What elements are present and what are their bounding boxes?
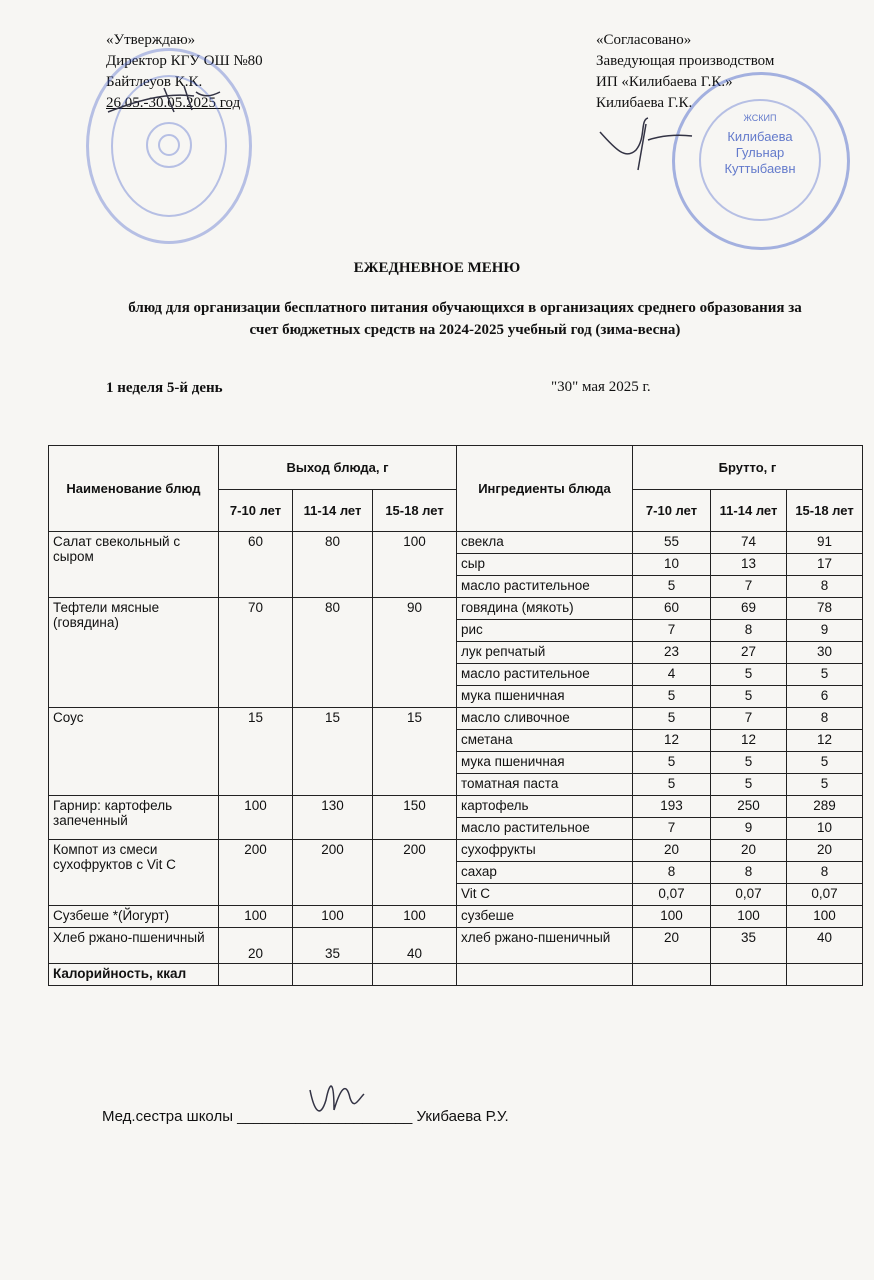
header-ingredients: Ингредиенты блюда	[457, 446, 633, 532]
dish-output: 60	[219, 532, 293, 598]
ingredient-name: сахар	[457, 862, 633, 884]
table-row	[49, 840, 863, 862]
ingredient-brutto: 250	[711, 796, 787, 818]
company-stamp	[672, 72, 850, 250]
dish-output: 100	[373, 532, 457, 598]
page-title: ЕЖЕДНЕВНОЕ МЕНЮ	[353, 260, 521, 276]
dish-output: 80	[293, 532, 373, 598]
dish-name: Компот из смеси сухофруктов с Vit C	[49, 840, 219, 906]
school-seal	[86, 48, 252, 244]
ingredient-brutto: 0,07	[787, 884, 863, 906]
nurse-label: Мед.сестра школы	[102, 1108, 233, 1125]
ingredient-brutto: 20	[787, 840, 863, 862]
ingredient-brutto: 100	[633, 906, 711, 928]
emblem-icon	[141, 115, 197, 175]
approve-label: «Утверждаю»	[106, 32, 196, 48]
ingredient-brutto: 0,07	[711, 884, 787, 906]
company-name: ИП «Килибаева Г.К.»	[596, 74, 733, 90]
ingredient-brutto: 91	[787, 532, 863, 554]
director-signature	[104, 82, 224, 122]
dish-output: 100	[293, 906, 373, 928]
ingredient-brutto: 8	[711, 620, 787, 642]
table-row	[49, 796, 863, 818]
ingredient-name: картофель	[457, 796, 633, 818]
ingredient-brutto: 8	[787, 862, 863, 884]
ingredient-name: мука пшеничная	[457, 752, 633, 774]
stamp-line-2: Гульнар	[735, 145, 785, 160]
approval-period: 26.05.-30.05.2025 год	[106, 95, 241, 111]
ingredient-brutto: 78	[787, 598, 863, 620]
ingredient-name: сметана	[457, 730, 633, 752]
ingredient-brutto: 4	[633, 664, 711, 686]
dish-output: 100	[219, 906, 293, 928]
dish-output: 90	[373, 598, 457, 708]
table-row	[49, 928, 863, 964]
dish-output: 15	[293, 708, 373, 796]
dish-output: 80	[293, 598, 373, 708]
table-row	[49, 532, 863, 554]
dish-output: 100	[373, 906, 457, 928]
ingredient-brutto: 17	[787, 554, 863, 576]
ingredient-brutto: 5	[633, 774, 711, 796]
ingredient-brutto: 5	[787, 774, 863, 796]
ingredient-name: свекла	[457, 532, 633, 554]
dish-name: Соус	[49, 708, 219, 796]
dish-output: 200	[219, 840, 293, 906]
table-row	[49, 708, 863, 730]
stamp-line-1: Килибаева	[727, 129, 793, 144]
dish-name: Тефтели мясные (говядина)	[49, 598, 219, 708]
ingredient-brutto: 12	[633, 730, 711, 752]
menu-body	[49, 532, 863, 964]
ingredient-name: томатная паста	[457, 774, 633, 796]
ingredient-brutto: 5	[633, 686, 711, 708]
ingredient-name: масло растительное	[457, 664, 633, 686]
ingredient-brutto: 0,07	[633, 884, 711, 906]
stamp-top-word: ЖСКИП	[743, 113, 777, 123]
ingredient-brutto: 8	[787, 708, 863, 730]
ingredient-brutto: 74	[711, 532, 787, 554]
director-title: Директор КГУ ОШ №80	[106, 53, 263, 69]
ingredient-brutto: 5	[633, 708, 711, 730]
ingredient-name: мука пшеничная	[457, 686, 633, 708]
ingredient-brutto: 5	[787, 664, 863, 686]
table-row	[49, 906, 863, 928]
ingredient-brutto: 8	[711, 862, 787, 884]
ingredient-brutto: 8	[787, 576, 863, 598]
ingredient-name: лук репчатый	[457, 642, 633, 664]
dish-output: 100	[219, 796, 293, 840]
director-name: Байтлеуов К.К.	[106, 74, 203, 90]
ingredient-brutto: 9	[711, 818, 787, 840]
dish-output: 200	[373, 840, 457, 906]
ingredient-brutto: 23	[633, 642, 711, 664]
ingredient-brutto: 7	[633, 818, 711, 840]
ingredient-brutto: 69	[711, 598, 787, 620]
dish-name: Салат свекольный с сыром	[49, 532, 219, 598]
table-row	[49, 598, 863, 620]
dish-output: 200	[293, 840, 373, 906]
calories-label: Калорийность, ккал	[49, 964, 219, 986]
ingredient-brutto: 5	[711, 686, 787, 708]
header-brutto-age-7-10: 7-10 лет	[633, 490, 711, 532]
manager-signature	[596, 110, 696, 180]
header-age-15-18: 15-18 лет	[373, 490, 457, 532]
ingredient-name: сухофрукты	[457, 840, 633, 862]
ingredient-brutto: 55	[633, 532, 711, 554]
ingredient-brutto: 100	[787, 906, 863, 928]
ingredient-brutto: 7	[711, 576, 787, 598]
ingredient-name: говядина (мякоть)	[457, 598, 633, 620]
ingredient-brutto: 20	[633, 928, 711, 964]
ingredient-brutto: 5	[787, 752, 863, 774]
page-subtitle: блюд для организации бесплатного питания обучающихся в организациях среднего образования за счет бюджетных средств на 2024-2025 учебный год (зима-весна)	[128, 300, 802, 338]
header-brutto-age-11-14: 11-14 лет	[711, 490, 787, 532]
ingredient-brutto: 7	[633, 620, 711, 642]
header-age-7-10: 7-10 лет	[219, 490, 293, 532]
dish-output: 40	[373, 928, 457, 964]
ingredient-brutto: 6	[787, 686, 863, 708]
ingredient-brutto: 10	[633, 554, 711, 576]
ingredient-brutto: 35	[711, 928, 787, 964]
ingredient-brutto: 20	[711, 840, 787, 862]
ingredient-brutto: 7	[711, 708, 787, 730]
dish-output: 15	[219, 708, 293, 796]
header-brutto-age-15-18: 15-18 лет	[787, 490, 863, 532]
ingredient-name: масло растительное	[457, 818, 633, 840]
ingredient-name: Vit C	[457, 884, 633, 906]
position-title: Заведующая производством	[596, 53, 775, 69]
nurse-signature	[300, 1070, 370, 1130]
ingredient-name: масло сливочное	[457, 708, 633, 730]
ingredient-brutto: 5	[711, 752, 787, 774]
ingredient-brutto: 5	[711, 774, 787, 796]
ingredient-brutto: 10	[787, 818, 863, 840]
ingredient-brutto: 5	[711, 664, 787, 686]
ingredient-brutto: 60	[633, 598, 711, 620]
ingredient-brutto: 193	[633, 796, 711, 818]
ingredient-brutto: 13	[711, 554, 787, 576]
agreed-label: «Согласовано»	[596, 32, 692, 48]
week-day: 1 неделя 5-й день	[106, 380, 223, 396]
ingredient-name: сузбеше	[457, 906, 633, 928]
ingredient-name: сыр	[457, 554, 633, 576]
ingredient-name: рис	[457, 620, 633, 642]
menu-table	[48, 445, 863, 986]
header-dish: Наименование блюд	[49, 446, 219, 532]
signature-blank: _____________________	[237, 1108, 413, 1125]
dish-name: Гарнир: картофель запеченный	[49, 796, 219, 840]
ingredient-brutto: 100	[711, 906, 787, 928]
ingredient-brutto: 30	[787, 642, 863, 664]
header-output: Выход блюда, г	[219, 446, 457, 490]
ingredient-brutto: 40	[787, 928, 863, 964]
header-age-11-14: 11-14 лет	[293, 490, 373, 532]
dish-output: 35	[293, 928, 373, 964]
ingredient-brutto: 8	[633, 862, 711, 884]
header-brutto: Брутто, г	[633, 446, 863, 490]
nurse-name: Укибаева Р.У.	[416, 1108, 509, 1125]
ingredient-brutto: 5	[633, 576, 711, 598]
dish-output: 150	[373, 796, 457, 840]
ingredient-name: масло растительное	[457, 576, 633, 598]
dish-output: 15	[373, 708, 457, 796]
ingredient-brutto: 20	[633, 840, 711, 862]
menu-date: "30" мая 2025 г.	[551, 379, 651, 395]
dish-output: 70	[219, 598, 293, 708]
ingredient-brutto: 12	[711, 730, 787, 752]
ingredient-brutto: 289	[787, 796, 863, 818]
ingredient-brutto: 12	[787, 730, 863, 752]
manager-name: Килибаева Г.К.	[596, 95, 693, 111]
ingredient-brutto: 5	[633, 752, 711, 774]
ingredient-name: хлеб ржано-пшеничный	[457, 928, 633, 964]
ingredient-brutto: 9	[787, 620, 863, 642]
dish-name: Сузбеше *(Йогурт)	[49, 906, 219, 928]
ingredient-brutto: 27	[711, 642, 787, 664]
stamp-line-3: Куттыбаевн	[724, 161, 796, 176]
dish-output: 20	[219, 928, 293, 964]
dish-name: Хлеб ржано-пшеничный	[49, 928, 219, 964]
dish-output: 130	[293, 796, 373, 840]
